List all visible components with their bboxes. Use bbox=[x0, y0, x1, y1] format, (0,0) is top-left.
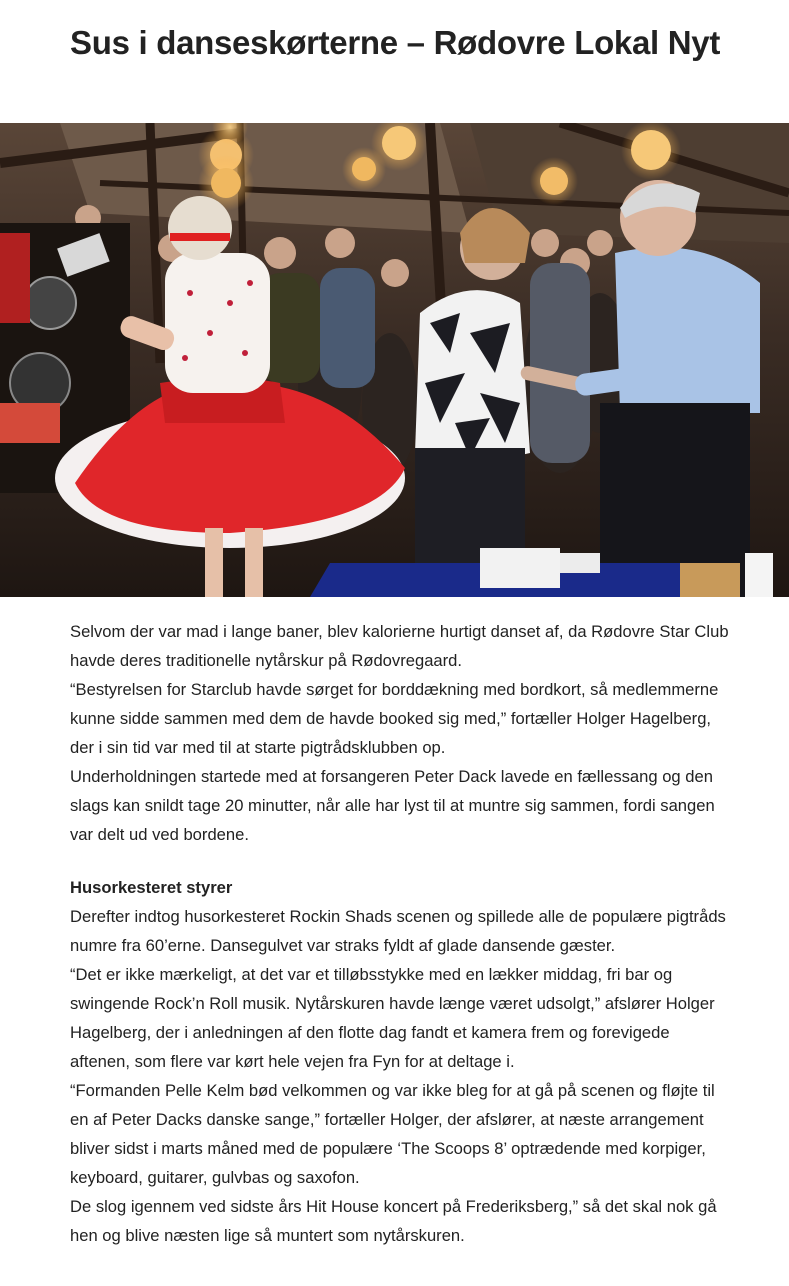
dance-photo bbox=[0, 123, 789, 597]
article-body bbox=[70, 617, 730, 1250]
body-paragraph-1: Derefter indtog husorkesteret Rockin Shads scenen og spillede alle de populære pigtråds numre fra 60’erne. Dansegulvet var straks fyldt af glade dansende gæster. bbox=[70, 907, 726, 955]
lead-paragraph-3: Underholdningen startede med at forsangeren Peter Dack lavede en fællessang og den slags kan snildt tage 20 minutter, når alle har lyst til at muntre sig sammen, fordi sangen var delt ud ved bordene. bbox=[70, 767, 715, 844]
section-subheading: Husorkesteret styrer bbox=[70, 878, 233, 897]
body-paragraph-3: “Formanden Pelle Kelm bød velkommen og var ikke bleg for at gå på scenen og fløjte til en af Peter Dacks danske sange,” fortæller Holger, der afslører, at næste arrangement bliver sidst i marts måned med de populære ‘The Scoops 8’ optrædende med korpiger, keyboard, guitarer, gulvbas og saxofon. bbox=[70, 1081, 715, 1187]
body-paragraph-4: De slog igennem ved sidste års Hit House koncert på Frederiksberg,” så det skal nok gå hen og blive næsten lige så muntert som nytårskuren. bbox=[70, 1197, 717, 1245]
lead-paragraph-2: “Bestyrelsen for Starclub havde sørget for borddækning med bordkort, så medlemmerne kunne sidde sammen med dem de havde booked sig med,” fortæller Holger Hagelberg, der i sin tid var med til at starte pigtrådsklubben op. bbox=[70, 680, 719, 757]
article-title: Sus i danseskørterne – Rødovre Lokal Nyt bbox=[70, 24, 721, 61]
body-paragraph-2: “Det er ikke mærkeligt, at det var et tilløbsstykke med en lækker middag, fri bar og swingende Rock’n Roll musik. Nytårskuren havde længe været udsolgt,” afslører Holger Hagelberg, der i anledningen af den flotte dag fandt et kamera frem og forevigede aftenen, som flere var kørt hele vejen fra Fyn for at deltage i. bbox=[70, 965, 715, 1071]
section-spacer bbox=[70, 849, 730, 873]
lead-paragraph-1: Selvom der var mad i lange baner, blev kalorierne hurtigt danset af, da Rødovre Star Club havde deres traditionelle nytårskur på Rødovregaard. bbox=[70, 622, 729, 670]
